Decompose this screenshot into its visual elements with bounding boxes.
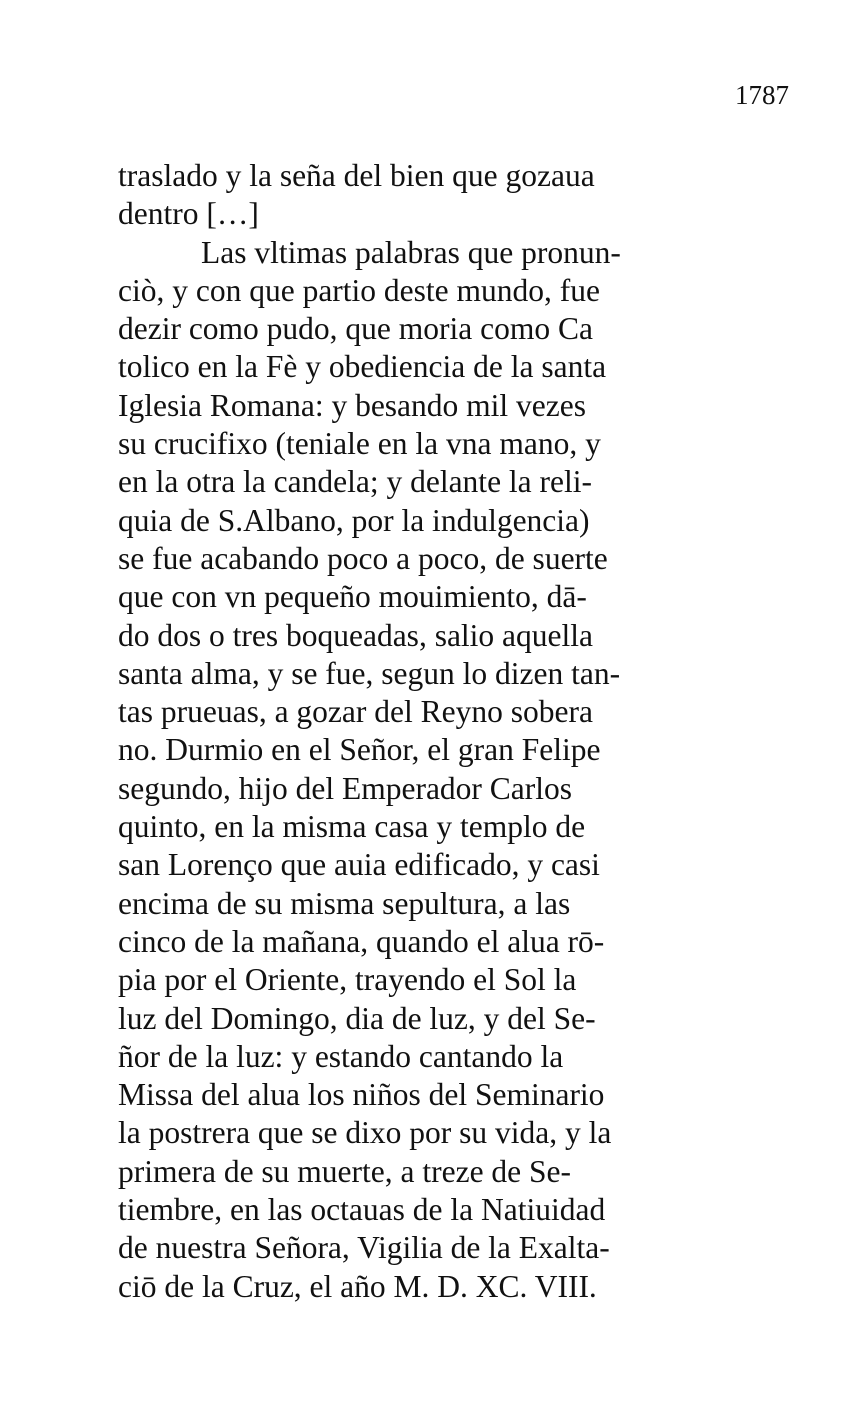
text-line: la postrera que se dixo por su vida, y la	[118, 1115, 612, 1151]
text-line: se fue acabando poco a poco, de suerte	[118, 540, 608, 576]
text-line: su crucifixo (teniale en la vna mano, y	[118, 426, 601, 462]
text-line: pia por el Oriente, trayendo el Sol la	[118, 962, 577, 998]
body-text	[118, 157, 658, 1306]
text-line: de nuestra Señora, Vigilia de la Exalta-	[118, 1230, 610, 1266]
text-line: tolico en la Fè y obediencia de la santa	[118, 349, 607, 385]
page-number: 1787	[735, 80, 789, 110]
text-line: tas prueuas, a gozar del Reyno sobera	[118, 694, 593, 730]
text-line: primera de su muerte, a treze de Se-	[118, 1153, 572, 1189]
text-line: do dos o tres boqueadas, salio aquella	[118, 617, 594, 653]
text-line: quinto, en la misma casa y templo de	[118, 809, 586, 845]
text-line: luz del Domingo, dia de luz, y del Se-	[118, 1000, 596, 1036]
text-line: quia de S.Albano, por la indulgencia)	[118, 502, 590, 538]
text-line: ñor de la luz: y estando cantando la	[118, 1038, 564, 1074]
text-line: dezir como pudo, que moria como Ca	[118, 311, 593, 347]
text-line: no. Durmio en el Señor, el gran Felipe	[118, 732, 601, 768]
text-line: segundo, hijo del Emperador Carlos	[118, 770, 573, 806]
text-line: encima de su misma sepultura, a las	[118, 885, 571, 921]
text-line: en la otra la candela; y delante la reli-	[118, 464, 592, 500]
text-line: que con vn pequeño mouimiento, dā-	[118, 579, 587, 615]
text-line: santa alma, y se fue, segun lo dizen tan-	[118, 655, 621, 691]
text-line: tiembre, en las octauas de la Natiuidad	[118, 1192, 606, 1228]
text-line: Iglesia Romana: y besando mil vezes	[118, 387, 586, 423]
text-line: ciò, y con que partio deste mundo, fue	[118, 272, 600, 308]
text-line: ciō de la Cruz, el año M. D. XC. VIII.	[118, 1268, 597, 1304]
text-line: dentro […]	[118, 196, 259, 232]
text-line: traslado y la seña del bien que gozaua	[118, 158, 595, 193]
text-line: cinco de la mañana, quando el alua rō-	[118, 923, 605, 959]
text-line: Missa del alua los niños del Seminario	[118, 1077, 605, 1113]
text-line: Las vltimas palabras que pronun-	[201, 234, 621, 270]
text-line: san Lorenço que auia edificado, y casi	[118, 847, 600, 883]
